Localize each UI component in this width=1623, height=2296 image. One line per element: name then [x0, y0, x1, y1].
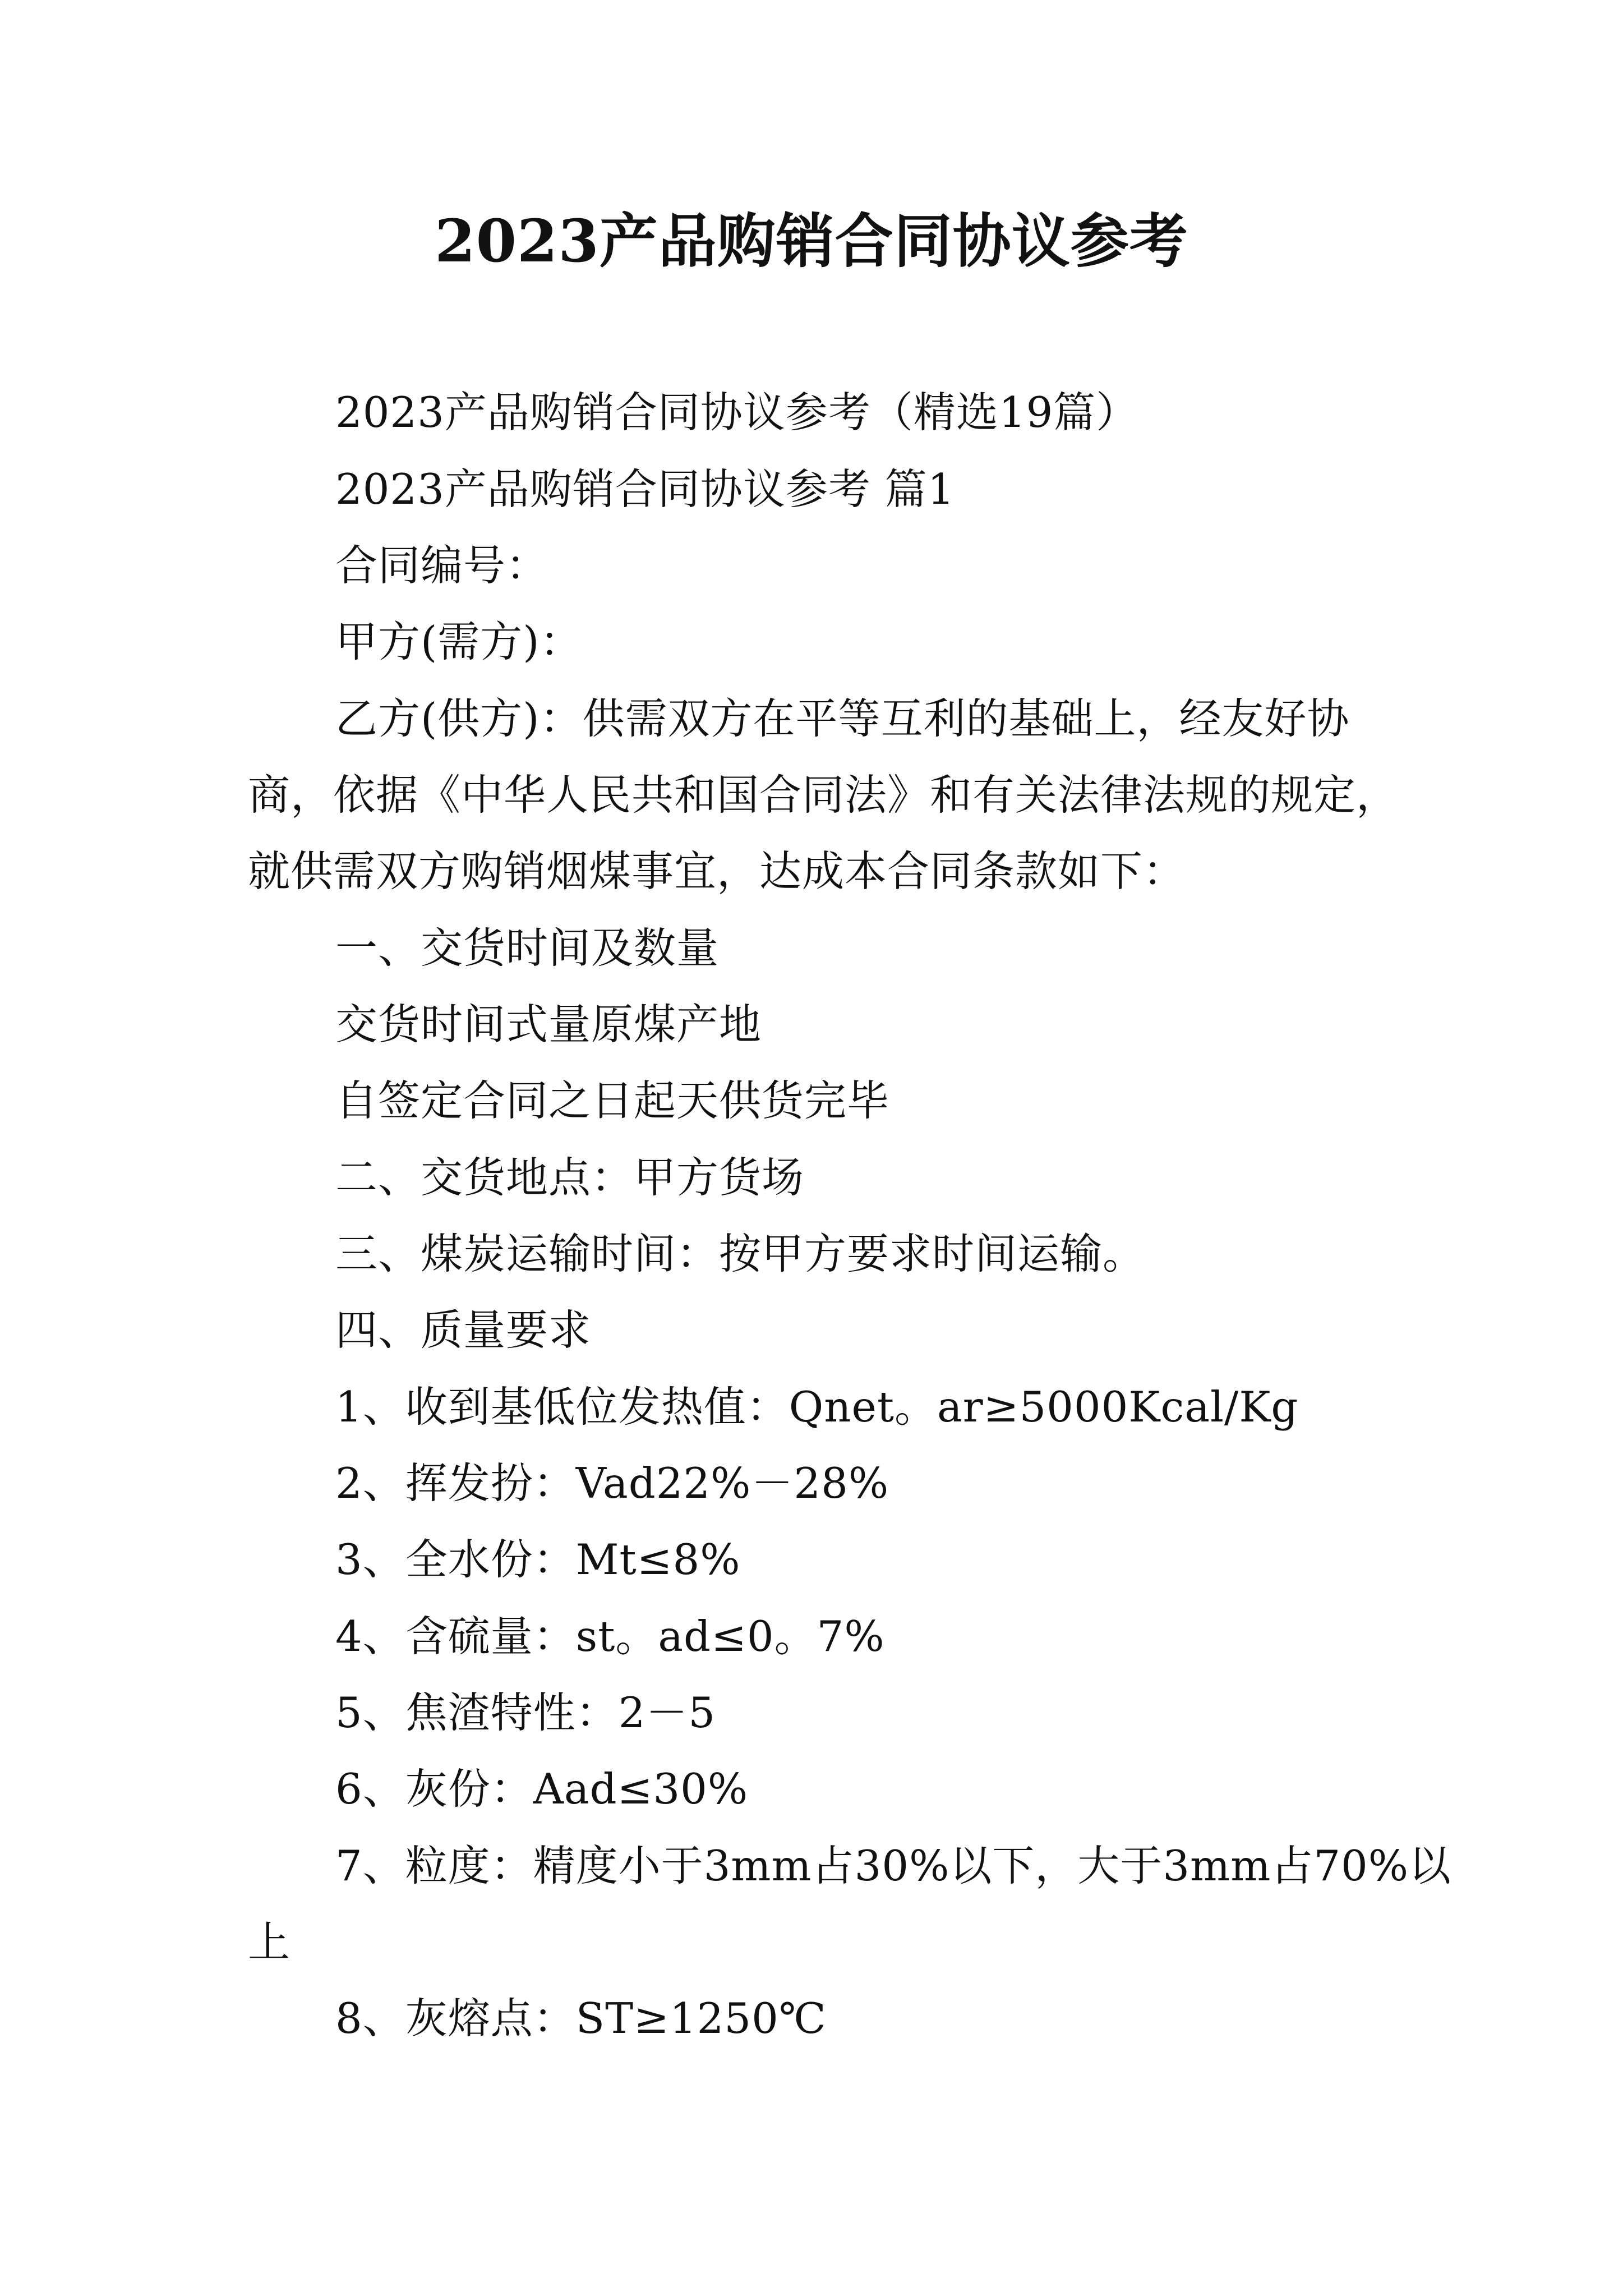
paragraph-section-heading: 2023产品购销合同协议参考 篇1 [335, 464, 955, 514]
paragraph-party-b: 乙方(供方)：供需双方在平等互利的基础上，经友好协 [335, 694, 1350, 743]
paragraph-item-1: 一、交货时间及数量 [335, 923, 720, 973]
paragraph-party-b-cont2: 就供需双方购销烟煤事宜，达成本合同条款如下： [248, 846, 1186, 896]
paragraph-item-3: 三、煤炭运输时间：按甲方要求时间运输。 [335, 1229, 1146, 1278]
paragraph-delivery-time: 自签定合同之日起天供货完毕 [335, 1076, 890, 1125]
quality-item-5: 5、焦渣特性：2－5 [335, 1688, 716, 1737]
quality-item-7: 7、粒度：精度小于3mm占30%以下，大于3mm占70%以 [335, 1841, 1452, 1890]
quality-item-1: 1、收到基低位发热值：Qnet。ar≥5000Kcal/Kg [335, 1382, 1299, 1432]
document-title: 2023产品购销合同协议参考 [435, 206, 1188, 275]
quality-item-7-cont: 上 [248, 1917, 291, 1967]
paragraph-contract-number: 合同编号： [335, 541, 549, 590]
paragraph-subtitle: 2023产品购销合同协议参考（精选19篇） [335, 388, 1139, 437]
quality-item-3: 3、全水份：Mt≤8% [335, 1535, 741, 1584]
paragraph-party-b-cont: 商，依据《中华人民共和国合同法》和有关法律法规的规定， [248, 770, 1399, 820]
quality-item-8: 8、灰熔点：ST≥1250℃ [335, 1994, 827, 2043]
quality-item-2: 2、挥发扮：Vad22%－28% [335, 1458, 889, 1508]
paragraph-delivery-header: 交货时间式量原煤产地 [335, 1000, 762, 1049]
paragraph-party-a: 甲方(需方)： [335, 617, 583, 666]
quality-item-6: 6、灰份：Aad≤30% [335, 1764, 749, 1814]
paragraph-item-4: 四、质量要求 [335, 1305, 592, 1355]
paragraph-item-2: 二、交货地点：甲方货场 [335, 1153, 805, 1202]
quality-item-4: 4、含硫量：st。ad≤0。7% [335, 1612, 885, 1661]
